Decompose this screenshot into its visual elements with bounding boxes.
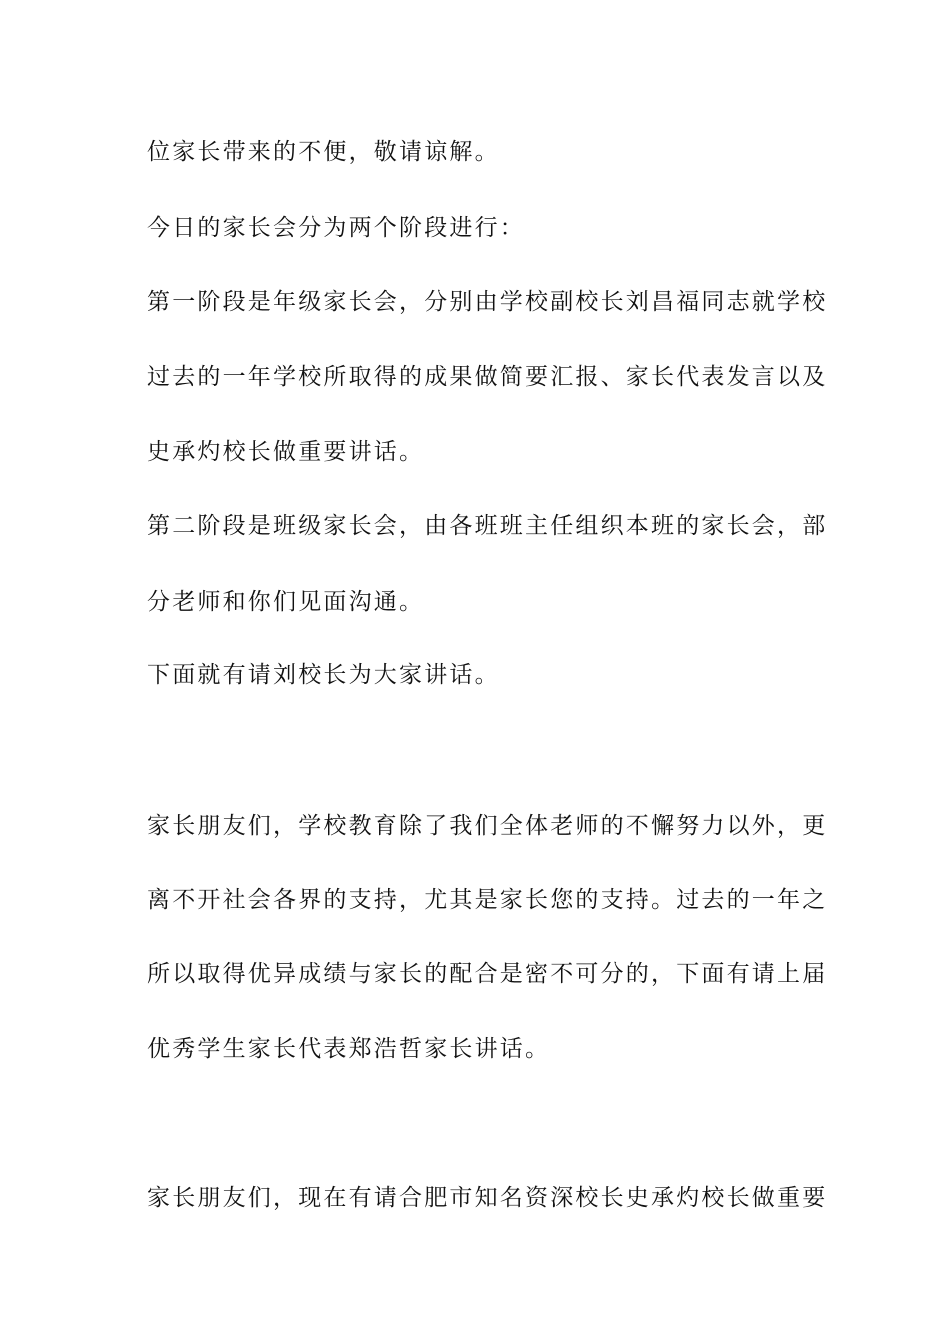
- text-line: 所以取得优异成绩与家长的配合是密不可分的，下面有请上届: [147, 961, 828, 987]
- text-line: 第一阶段是年级家长会，分别由学校副校长刘昌福同志就学校: [147, 289, 828, 315]
- text-line: 第二阶段是班级家长会，由各班班主任组织本班的家长会，部: [147, 513, 828, 539]
- text-line: 家长朋友们，现在有请合肥市知名资深校长史承灼校长做重要: [147, 1185, 828, 1211]
- text-line: 今日的家长会分为两个阶段进行：: [147, 215, 525, 241]
- text-line: 家长朋友们，学校教育除了我们全体老师的不懈努力以外，更: [147, 813, 828, 839]
- text-line: 下面就有请刘校长为大家讲话。: [147, 662, 500, 688]
- text-line: 离不开社会各界的支持，尤其是家长您的支持。过去的一年之: [147, 887, 828, 913]
- text-line: 分老师和你们见面沟通。: [147, 589, 425, 615]
- text-line: 史承灼校长做重要讲话。: [147, 439, 425, 465]
- text-line: 过去的一年学校所取得的成果做简要汇报、家长代表发言以及: [147, 364, 828, 390]
- text-line: 位家长带来的不便，敬请谅解。: [147, 139, 500, 165]
- text-line: 优秀学生家长代表郑浩哲家长讲话。: [147, 1036, 551, 1062]
